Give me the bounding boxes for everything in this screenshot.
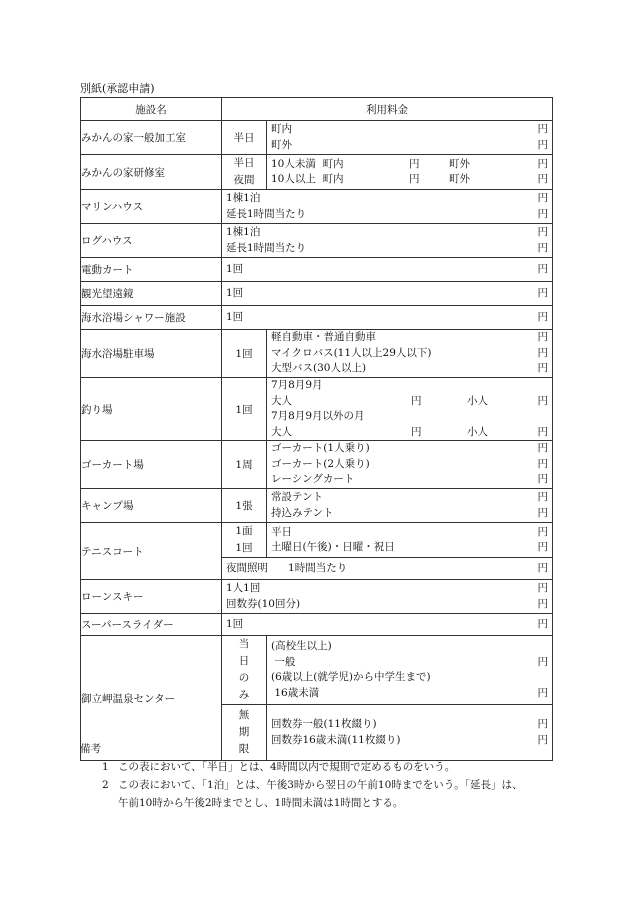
yen-label: 円 [537,525,548,538]
fee-line-label: 16歳未満 [274,686,320,699]
period-label: 7月8月9月 [271,379,323,391]
yen-label: 円 [537,207,548,220]
yen-label: 円 [537,473,548,486]
yen-label: 円 [537,362,548,375]
notes-title: 備考 [80,743,101,755]
table-row [81,636,553,705]
facility-name: テニスコート [81,523,222,580]
period-label: 7月8月9月以外の月 [271,410,365,422]
document-caption: 別紙(承認申請) [80,82,155,95]
yen-label: 円 [537,331,548,344]
child-label: 小人 [467,394,488,407]
fee-line-label: 1棟1泊 [226,226,261,238]
vertical-label-char: み [238,689,250,701]
adult-label: 大人 [271,425,292,438]
vertical-label-char: 日 [238,655,250,667]
fee-line-label: 1棟1泊 [226,192,261,204]
adult-label: 大人 [271,394,292,407]
child-label: 小人 [467,425,488,438]
table-row [81,121,553,155]
unit-cell: 1周 [222,441,267,489]
note-item [80,758,560,776]
unit-label: 1回 [226,617,244,630]
table-row [81,378,553,441]
yen-label: 円 [537,457,548,470]
yen-label: 円 [409,157,420,170]
fee-line-label: 回数券(10回分) [226,597,301,610]
facility-name: みかんの家一般加工室 [81,121,222,155]
fee-cell [267,636,553,705]
facility-name: マリンハウス [81,190,222,224]
table-row [81,441,553,489]
yen-label: 円 [537,491,548,503]
yen-label: 円 [537,541,548,553]
unit-label: 1回 [226,262,244,275]
fee-line-label: 町内 [271,123,292,135]
facility-name: 観光望遠鏡 [81,282,222,306]
fee-line-label: 持込みテント [271,506,334,519]
yen-label: 円 [537,310,548,323]
yen-label: 円 [537,262,548,275]
notes-section [80,740,560,812]
yen-label: 円 [537,425,548,438]
fee-cell [222,306,553,330]
table-row [81,155,553,190]
note-text: この表において、「半日」とは、4時間以内で規則で定めるものをいう。 [118,761,456,773]
unit-label: 1回 [235,542,253,554]
fee-line-label: 回数券16歳未満(11枚綴り) [271,733,401,746]
fee-cell [267,155,553,190]
unit-label: 1回 [226,310,244,323]
area-label: 町内 [322,173,344,185]
table-row [81,489,553,523]
table-row [81,258,553,282]
fee-line-label: (高校生以上) [271,640,332,652]
vertical-label-char: 無 [238,709,250,721]
yen-label: 円 [537,617,548,630]
yen-label: 円 [537,506,548,519]
unit-cell: 1張 [222,489,267,523]
table-row [81,224,553,258]
fee-line-label: 土曜日(午後)・日曜・祝日 [271,541,395,553]
unit-label: 1時間当たり [288,561,348,574]
fee-line-label: レーシングカート [271,473,355,486]
facility-name: キャンプ場 [81,489,222,523]
header-fee: 利用料金 [222,98,553,121]
fee-cell [267,121,553,155]
table-row [81,330,553,378]
yen-label: 円 [537,138,548,151]
fee-cell [267,441,553,489]
fee-cell [267,523,553,558]
fee-cell [222,282,553,306]
table-row [81,614,553,636]
table-header-row [81,98,553,121]
yen-label: 円 [537,394,548,407]
fee-line-label: 町外 [271,138,292,151]
facility-name: 海水浴場シャワー施設 [81,306,222,330]
fee-table [80,97,553,761]
note-text: この表において、「1泊」とは、午後3時から翌日の午前10時までをいう。「延長」は、 [118,779,523,791]
vertical-label-char: 当 [238,638,250,650]
fee-cell [222,580,553,614]
yen-label: 円 [537,241,548,254]
yen-label: 円 [537,157,548,170]
fee-line-label: 軽自動車・普通自動車 [271,331,376,344]
facility-name: みかんの家研修室 [81,155,222,190]
group-label: 10人以上 [271,173,316,185]
fee-line-label: 一般 [274,655,296,668]
yen-label: 円 [537,192,548,204]
yen-label: 円 [537,686,548,699]
note-item [80,776,560,812]
unit-cell: 1回 [222,330,267,378]
unit-cell: 半日 [222,121,267,155]
header-facility: 施設名 [81,98,222,121]
unit-cell [222,636,267,705]
fee-cell [222,224,553,258]
fee-line-label: 延長1時間当たり [226,241,307,254]
note-number: 1 [102,761,109,773]
table-row [81,523,553,558]
table-row [81,306,553,330]
fee-cell [222,614,553,636]
fee-cell [267,378,553,441]
yen-label: 円 [537,123,548,135]
yen-label: 円 [411,394,422,407]
facility-name: 電動カート [81,258,222,282]
fee-line-label: 回数券一般(11枚綴り) [271,718,377,730]
night-light-label: 夜間照明 [226,561,268,574]
fee-cell [222,258,553,282]
yen-label: 円 [411,425,422,438]
unit-label: 1回 [226,286,244,299]
fee-line-label: マイクロバス(11人以上29人以下) [271,346,432,359]
yen-label: 円 [409,173,420,185]
unit-label: 1面 [235,525,253,537]
yen-label: 円 [537,173,548,185]
yen-label: 円 [537,597,548,610]
fee-line-label: ゴーカート(2人乗り) [271,457,370,470]
fee-cell [267,489,553,523]
unit-label: 半日 [233,157,255,169]
unit-label: 夜間 [233,174,255,186]
yen-label: 円 [537,733,548,746]
group-label: 10人未満 [271,157,316,170]
yen-label: 円 [537,442,548,455]
fee-cell [222,190,553,224]
facility-name: 釣り場 [81,378,222,441]
table-row [81,282,553,306]
area-label: 町外 [449,157,470,170]
yen-label: 円 [537,286,548,299]
table-row [81,580,553,614]
yen-label: 円 [537,582,548,594]
area-label: 町内 [322,157,344,170]
facility-name: ローンスキー [81,580,222,614]
facility-name: 海水浴場駐車場 [81,330,222,378]
facility-name: ログハウス [81,224,222,258]
vertical-label-char: 限 [238,743,250,755]
fee-line-label: (6歳以上(就学児)から中学生まで) [271,671,431,683]
facility-name: スーパースライダー [81,614,222,636]
yen-label: 円 [537,561,548,574]
facility-name: 御立岬温泉センター [81,636,222,761]
yen-label: 円 [537,718,548,730]
fee-line-label: 延長1時間当たり [226,207,307,220]
unit-cell: 1回 [222,378,267,441]
vertical-label-char: の [238,672,250,684]
fee-line-label: ゴーカート(1人乗り) [271,442,370,455]
fee-line-label: 常設テント [271,491,323,503]
fee-line-label: 大型バス(30人以上) [271,362,367,375]
vertical-label-char: 期 [238,726,250,738]
unit-cell [222,155,267,190]
fee-line-label: 平日 [271,525,292,538]
yen-label: 円 [537,655,548,668]
fee-cell [222,558,553,580]
fee-cell [267,330,553,378]
yen-label: 円 [537,346,548,359]
fee-line-label: 1人1回 [226,582,261,594]
table-row [81,190,553,224]
unit-cell [222,523,267,558]
yen-label: 円 [537,226,548,238]
facility-name: ゴーカート場 [81,441,222,489]
note-number: 2 [102,779,109,791]
area-label: 町外 [449,173,470,185]
note-text-continued: 午前10時から午後2時までとし、1時間未満は1時間とする。 [118,797,404,809]
